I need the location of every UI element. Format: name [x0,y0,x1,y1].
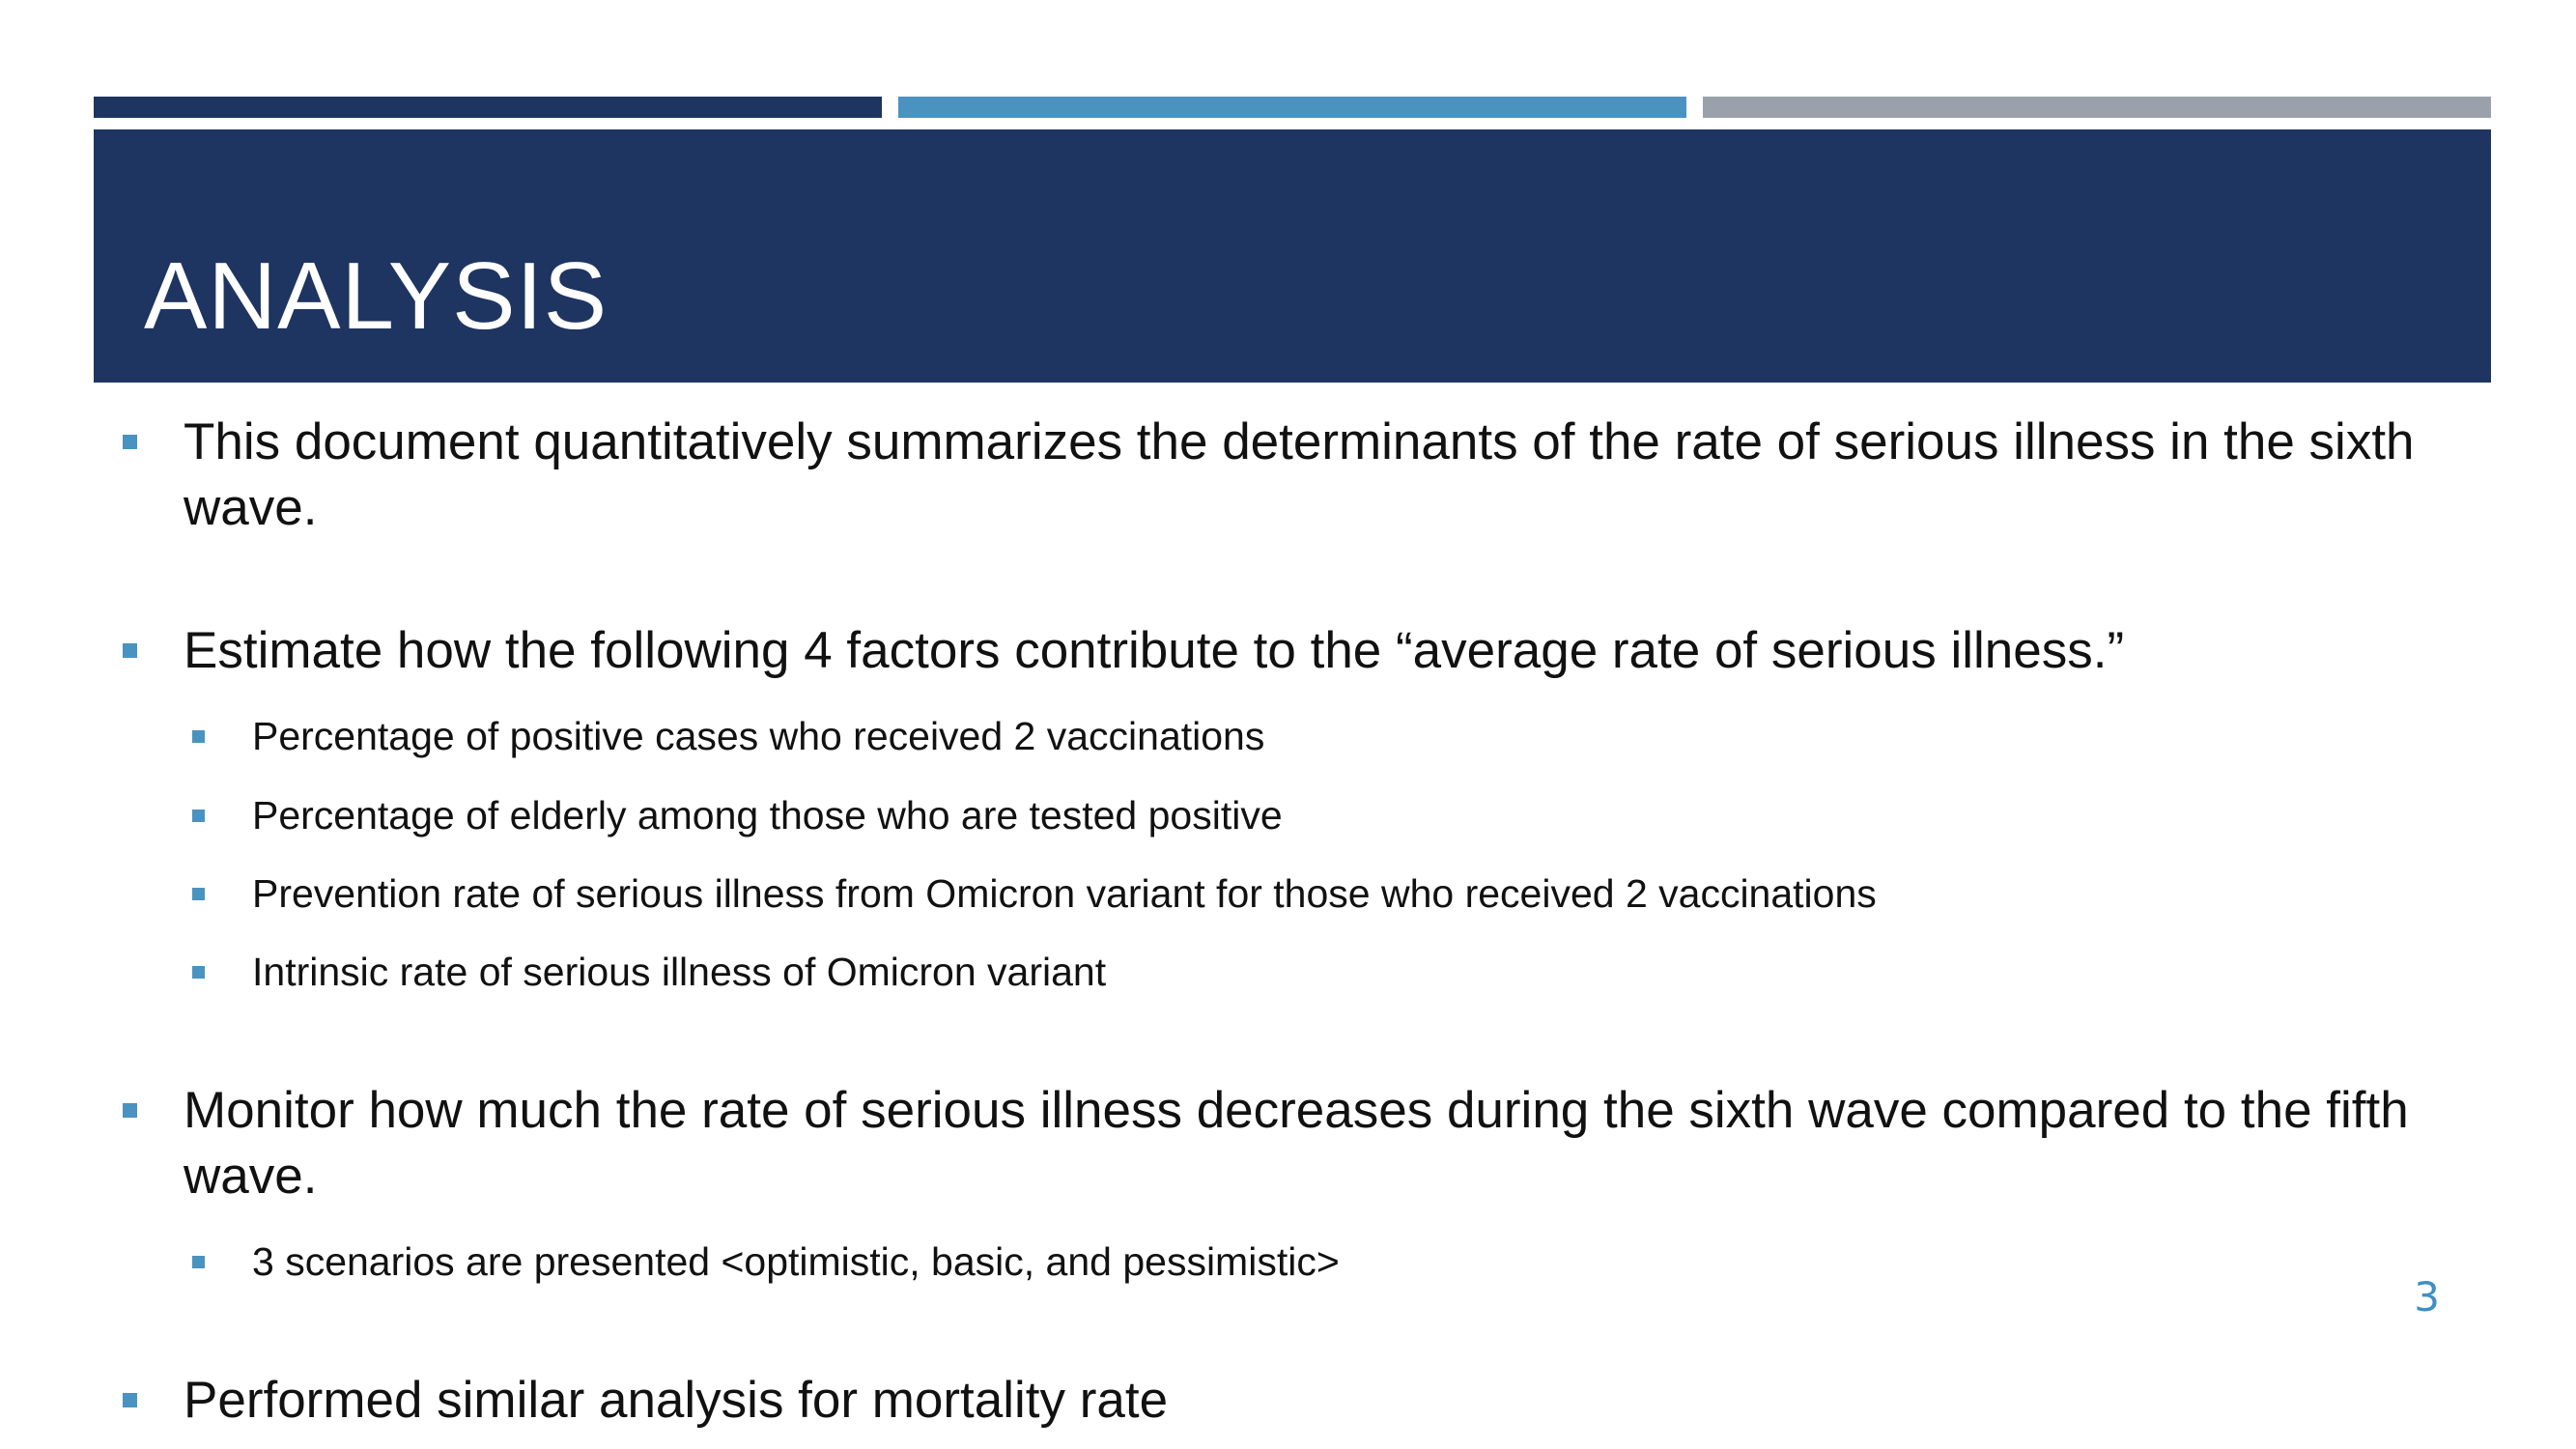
bullet-marker [192,966,205,979]
bullet-text: Prevention rate of serious illness from Omicron variant for those who received 2 vaccinations [252,871,1877,916]
bullet-text: Performed similar analysis for mortality rate [184,1372,1169,1429]
bullet-text: This document quantitatively summarizes the determinants of the rate of serious illness in the sixth wave. [184,413,2415,536]
bullet-marker [123,643,137,658]
bullet-marker [192,888,205,900]
bullet-text: 3 scenarios are presented <optimistic, basic, and pessimistic> [252,1239,1340,1284]
bullet-marker [192,1256,205,1268]
sub-bullet-item [184,711,2508,761]
bullet-marker [192,730,205,743]
sub-bullet-item [184,868,2508,919]
bullet-item [94,1368,2508,1434]
slide-number: 3 [2414,1273,2440,1321]
bullet-marker [123,435,137,449]
sub-bullet-item [184,790,2508,840]
bullet-text: Percentage of elderly among those who are tested positive [252,793,1283,838]
bullet-marker [123,1103,137,1118]
bullet-marker [123,1393,137,1407]
bullet-text: Estimate how the following 4 factors contribute to the “average rate of serious illness.” [184,622,2125,679]
accent-bar-gray [1703,97,2491,118]
accent-bar-dark [94,97,882,118]
title-band [94,129,2491,383]
bullet-text: Monitor how much the rate of serious illness decreases during the sixth wave compared to the fifth wave. [184,1082,2409,1205]
sub-bullet-item [184,947,2508,997]
bullet-text: Intrinsic rate of serious illness of Omicron variant [252,950,1107,994]
bullet-item [94,410,2508,541]
slide-title: ANALYSIS [144,242,609,349]
bullet-marker [192,810,205,822]
bullet-text: Percentage of positive cases who received 2 vaccinations [252,714,1265,758]
bullet-item [94,1078,2508,1209]
accent-bar-blue [898,97,1686,118]
sub-bullet-item [184,1236,2508,1287]
bullet-item [94,618,2508,684]
